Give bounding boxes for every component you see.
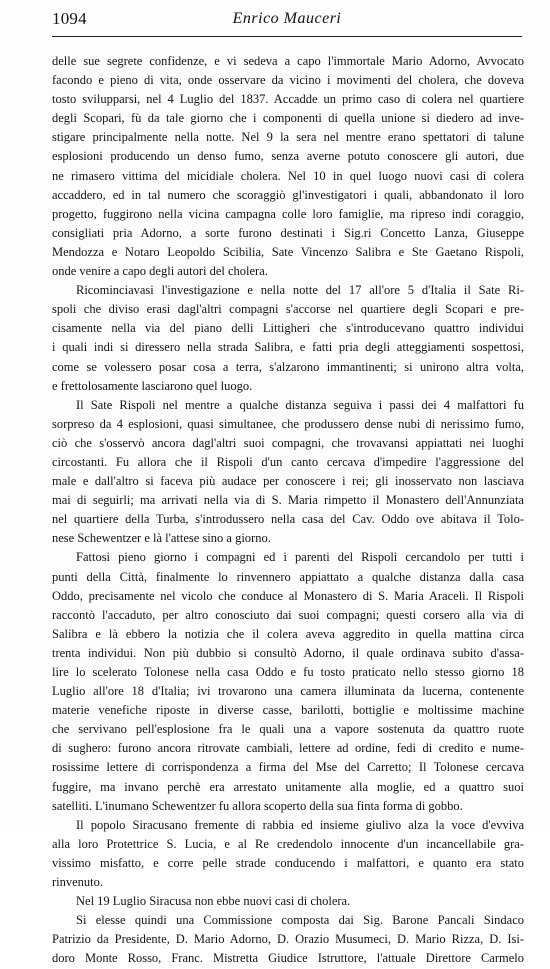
text-line: che servivano pell'esplosione fra le quali una a vapore sostenuta da quattro ruote (52, 722, 524, 737)
text-line: i quali indi si diressero nella strada Salibra, e fatti pria degli atteggiamenti sospettosi, (52, 340, 524, 355)
text-line: male e dall'altro si faceva più audace per conoscere i rei; gli inosservato non lasciava (52, 474, 524, 489)
text-line: rosissime lettere di corrispondenza a firma del Mse del Carretto; Il Tolonese cercava (52, 760, 524, 775)
text-line: degli Scopari, fù da tale giorno che i componenti di quella unione si diedero ad inve- (52, 111, 524, 126)
text-line: onde venire a capo degli autori del cholera. (52, 264, 268, 279)
text-line: accaddero, ed in tal numero che scoraggiò gl'investigatori i quali, abbandonato il loro (52, 187, 524, 202)
text-line: raccontò l'accaduto, per altro conosciuto dai suoi compagni; questi corsero alla via di (52, 607, 524, 622)
text-line: facondo e pieno di vita, onde osservare da vicino i movimenti del cholera, che doveva (52, 73, 524, 88)
text-line: Salibra e là ebbero la notizia che il colera aveva aggredito in quella mattina circa (52, 626, 524, 641)
text-line: fuggire, ma invano perchè era arrestato unitamente alla moglie, ed a quattro suoi (52, 779, 524, 794)
text-line: cisamente nella via del piano delli Littigheri che s'introducevano quattro individui (52, 321, 524, 336)
running-title: Enrico Mauceri (232, 10, 342, 27)
text-line: stigare principalmente nella notte. Nel 9 la sera nel mentre erano spettatori di talune (52, 130, 524, 145)
text-line: circostanti. Fu allora che il Rispoli d'un canto cercava d'impedire l'aggressione del (52, 454, 524, 469)
paragraph-first-line: Il Sate Rispoli nel mentre a qualche distanza seguiva i passi dei 4 malfattori fu (76, 397, 524, 412)
text-line: vissimo misfatto, e corre pelle strade conducendo i malfattori, e quanto era stato (52, 855, 524, 870)
page-header (52, 8, 522, 32)
text-line: satelliti. L'inumano Schewentzer fu allora scoperto della sua finta forma di gobbo. (52, 798, 463, 813)
text-line: progetto, fuggirono nella vicina campagna colle loro famiglie, ma ripreso indi coraggio, (52, 206, 524, 221)
text-line: sorpreso da 4 esplosioni, quasi simultanee, che produssero dense nubi di nerissimo fumo, (52, 416, 524, 431)
text-line: rinvenuto. (52, 875, 104, 890)
text-line: Patrizio da Presidente, D. Mario Adorno, D. Orazio Musumeci, D. Mario Rizza, D. Isi- (52, 932, 524, 947)
text-line: consigliati pria Adorno, a sorte furono destinati i Sig.ri Concetto Lanza, Giuseppe (52, 225, 524, 240)
paragraph-first-line: Si elesse quindi una Commissione composta dai Sig. Barone Pancali Sindaco (76, 913, 524, 928)
body-text (52, 52, 524, 969)
header-rule (52, 36, 522, 37)
page-number: 1094 (52, 9, 87, 28)
text-line: materie venefiche riposte in diverse casse, barilotti, bottiglie e moltissime machine (52, 703, 524, 718)
text-line: trenta individui. Non più dubbio si consultò Adorno, il quale ordinava subito d'assa- (52, 645, 524, 660)
paragraph-first-line: Fattosi pieno giorno i compagni ed i parenti del Rispoli cercandolo per tutti i (76, 550, 524, 565)
text-line: Oddo, precisamente nel vicolo che conduce al Monastero di S. Maria Araceli. Il Rispoli (52, 588, 524, 603)
paragraph-first-line: Nel 19 Luglio Siracusa non ebbe nuovi casi di cholera. (76, 894, 351, 909)
text-line: esplosioni producendo un denso fumo, senza averne potuto conoscere gli autori, due (52, 149, 524, 164)
text-line: nel quartiere della Turba, s'introdussero nella casa del Cav. Oddo ove abitava il Tolo- (52, 512, 524, 527)
paragraph-first-line: Il popolo Siracusano fremente di rabbia ed insieme giulivo alza la voce d'evviva (76, 817, 524, 832)
text-line: Mendozza e Notaro Leopoldo Scibilia, Sate Vincenzo Salibra e Ste Gaetano Rispoli, (52, 244, 524, 259)
text-line: doro Monte Rosso, Franc. Mistretta Giudice Istruttore, l'attuale Direttore Carmelo (52, 951, 524, 966)
text-line: spoli che diviso erasi dagl'altri compagni s'accorse nel quartiere degli Scopari e pre- (52, 302, 524, 317)
text-line: alla loro Protettrice S. Lucia, e al Re credendolo innocente d'un incancellabile gra- (52, 836, 524, 851)
text-line: come se volessero posar cosa a terra, s'alzarono immantinenti; si unirono altra volta, (52, 359, 524, 374)
text-line: e frettolosamente lasciarono quel luogo. (52, 378, 253, 393)
text-line: ne rimasero vittima del micidiale cholera. Nel 10 in quel luogo nuovi casi di colera (52, 168, 524, 183)
paragraph-first-line: Ricominciavasi l'investigazione e nella notte del 17 all'ore 5 d'Italia il Sate Ri- (76, 283, 524, 298)
text-line: Luglio all'ore 18 d'Italia; ivi trovarono una camera illuminata da lucerna, contenente (52, 684, 524, 699)
text-line: nese Schewentzer e là l'attese sino a giorno. (52, 531, 271, 546)
text-line: ciò che s'osservò ancora dagl'altri suoi compagni, che trovavansi appiattati nei luoghi (52, 435, 524, 450)
text-line: mai di seguirli; ma arrivati nella via di S. Maria rimpetto il Monastero dell'Annunziata (52, 493, 524, 508)
text-line: punti della Città, finalmente lo rinvennero appiattato a qualche distanza dalla casa (52, 569, 524, 584)
text-line: delle sue segrete confidenze, e vi sedeva a capo l'immortale Mario Adorno, Avvocato (52, 54, 524, 68)
text-line: lire lo scelerato Tolonese nella casa Oddo e fu tosto praticato nello stesso giorno 18 (52, 665, 524, 679)
text-line: di sughero: furono ancora ritrovate cambiali, lettere ad ordine, fedi di credito e nume- (52, 741, 524, 756)
text-line: tosto svilupparsi, nel 4 Luglio del 1837. Accadde un primo caso di colera nel quartiere (52, 92, 524, 107)
